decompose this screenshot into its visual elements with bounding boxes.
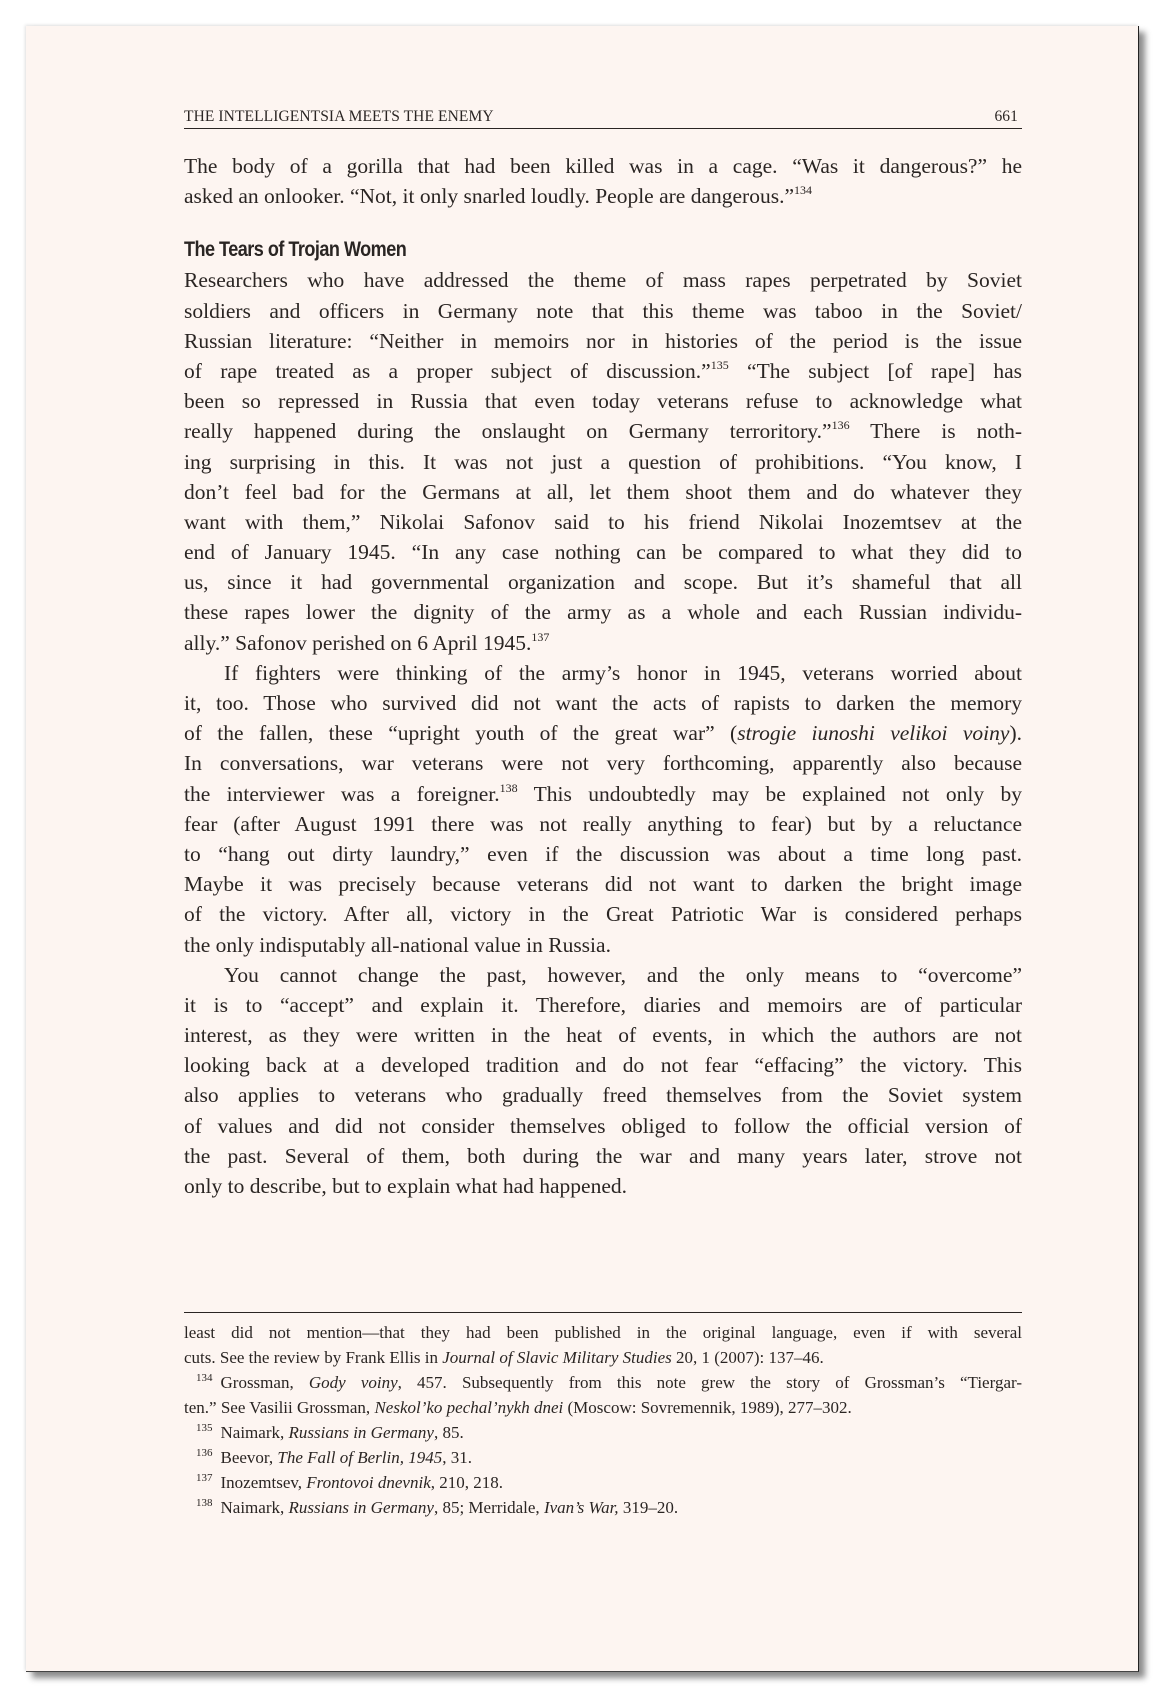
text-line	[184, 151, 1022, 181]
text-run: only to describe, but to explain what had happened.	[184, 1174, 628, 1198]
text-run: (Moscow: Sovremennik, 1989), 277–302.	[563, 1398, 852, 1417]
footnote-line	[184, 1320, 1022, 1345]
text-run: Maybe it was precisely because veterans did not want to darken the bright image	[184, 872, 1022, 897]
text-line	[184, 1171, 1022, 1201]
page-number: 661	[994, 108, 1018, 125]
paragraph	[184, 265, 1022, 657]
text-line	[184, 779, 1022, 809]
body-paragraphs	[184, 265, 1022, 1201]
footnote	[184, 1320, 1022, 1370]
text-line	[184, 181, 1022, 211]
italic-text: Neskol’ko pechal’nykh dnei	[374, 1398, 564, 1417]
text-run: us, since it had governmental organization and scope. But it’s shameful that all	[184, 570, 1022, 595]
text-run: really happened during the onslaught on Germany terroritory.”	[184, 419, 832, 444]
footnote	[184, 1495, 1022, 1520]
italic-text: Ivan’s War,	[543, 1498, 619, 1517]
text-run: been so repressed in Russia that even today veterans refuse to acknowledge what	[184, 389, 1022, 414]
text-run: ).	[1009, 721, 1022, 746]
text-line	[184, 688, 1022, 718]
text-run: of the fallen, these “upright youth of the great war” (	[184, 721, 738, 746]
text-run: This undoubtedly may be explained not only by	[517, 781, 1022, 806]
text-run: , 85.	[433, 1423, 464, 1442]
text-run: want with them,” Nikolai Safonov said to his friend Nikolai Inozemtsev at the	[184, 509, 1022, 534]
text-line	[184, 718, 1022, 748]
italic-text: Gody voiny	[308, 1373, 398, 1392]
text-run: don’t feel bad for the Germans at all, let them shoot them and do whatever they	[184, 479, 1022, 504]
paragraph	[184, 960, 1022, 1202]
text-run: the interviewer was a foreigner.	[184, 781, 500, 806]
footnote-number: 138	[196, 1497, 213, 1509]
text-run: Beevor,	[220, 1448, 278, 1467]
footnote-line	[184, 1495, 1022, 1520]
footnote-reference: 137	[531, 629, 550, 644]
footnote-reference: 135	[710, 357, 729, 372]
text-run: of rape treated as a proper subject of discussion.”	[184, 358, 711, 383]
running-head	[184, 104, 1022, 129]
footnote-line	[184, 1470, 1022, 1495]
text-run: 319–20.	[618, 1498, 679, 1517]
section-heading: The Tears of Trojan Women	[184, 238, 407, 262]
text-run: the only indisputably all-national value in Russia.	[184, 932, 611, 957]
text-run: soldiers and officers in Germany note that this theme was taboo in the Soviet/	[184, 298, 1022, 323]
book-page	[26, 26, 1139, 1672]
footnotes	[184, 1320, 1022, 1520]
text-line	[184, 265, 1022, 295]
text-line	[184, 326, 1022, 356]
text-run: Russian literature: “Neither in memoirs nor in histories of the period is the issue	[184, 328, 1022, 353]
text-line	[184, 899, 1022, 929]
text-line	[184, 567, 1022, 597]
footnote-line	[184, 1445, 1022, 1470]
text-line	[184, 507, 1022, 537]
text-run: of the victory. After all, victory in the Great Patriotic War is considered perhaps	[184, 902, 1022, 927]
footnote-reference: 134	[794, 183, 812, 198]
footnote	[184, 1470, 1022, 1495]
footnote-reference: 136	[831, 418, 850, 433]
text-run: There is noth-	[849, 419, 1022, 444]
text-line	[184, 1141, 1022, 1171]
text-run: , 210, 218.	[430, 1473, 503, 1492]
text-line	[184, 869, 1022, 899]
text-line	[184, 809, 1022, 839]
footnote-number: 135	[196, 1422, 213, 1434]
text-line	[184, 839, 1022, 869]
text-line	[184, 658, 1022, 688]
text-line	[184, 930, 1022, 960]
text-run: Inozemtsev,	[220, 1473, 307, 1492]
text-line	[184, 296, 1022, 326]
text-run: interest, as they were written in the heat of events, in which the authors are not	[184, 1023, 1022, 1048]
text-run: asked an onlooker. “Not, it only snarled loudly. People are dangerous.”	[184, 184, 794, 209]
text-line	[184, 1020, 1022, 1050]
text-run: it, too. Those who survived did not want the acts of rapists to darken the memory	[184, 691, 1022, 715]
text-run: to “hang out dirty laundry,” even if the discussion was about a time long past.	[184, 841, 1022, 866]
italic-text: Russians in Germany	[288, 1423, 434, 1442]
text-run: In conversations, war veterans were not very forthcoming, apparently also because	[184, 751, 1022, 776]
footnote-number: 134	[196, 1372, 213, 1384]
text-run: , 85; Merridale,	[433, 1498, 544, 1517]
text-run: 20, 1 (2007): 137–46.	[671, 1348, 824, 1367]
footnote	[184, 1420, 1022, 1445]
text-line	[184, 597, 1022, 627]
text-run: ally.” Safonov perished on 6 April 1945.	[184, 630, 532, 655]
text-run: these rapes lower the dignity of the army as a whole and each Russian individu-	[184, 600, 1022, 625]
footnote-line	[184, 1420, 1022, 1445]
text-line	[184, 537, 1022, 567]
running-head-title: THE INTELLIGENTSIA MEETS THE ENEMY	[184, 108, 494, 125]
text-line	[184, 960, 1022, 990]
text-run: If fighters were thinking of the army’s honor in 1945, veterans worried about	[224, 660, 1022, 685]
text-line	[184, 477, 1022, 507]
text-line	[184, 990, 1022, 1020]
text-run: cuts. See the review by Frank Ellis in	[184, 1348, 443, 1367]
text-run: Grossman,	[220, 1373, 309, 1392]
italic-text: Journal of Slavic Military Studies	[442, 1348, 672, 1367]
text-line	[184, 1050, 1022, 1080]
text-run: The body of a gorilla that had been killed was in a cage. “Was it dangerous?” he	[184, 154, 1022, 178]
footnote	[184, 1445, 1022, 1470]
text-run: of values and did not consider themselves obliged to follow the official version of	[184, 1113, 1022, 1138]
text-line	[184, 356, 1022, 386]
footnote-line	[184, 1370, 1022, 1395]
text-run: , 31.	[442, 1448, 472, 1467]
text-run: , 457. Subsequently from this note grew the story of Grossman’s “Tiergar-	[397, 1373, 1022, 1392]
italic-text: Frontovoi dnevnik	[306, 1473, 431, 1492]
italic-text: The Fall of Berlin, 1945	[277, 1448, 443, 1467]
opening-paragraph	[184, 151, 1022, 211]
text-run: it is to “accept” and explain it. Therefore, diaries and memoirs are of particular	[184, 992, 1022, 1017]
italic-text: strogie iunoshi velikoi voiny	[737, 721, 1010, 746]
text-line	[184, 1080, 1022, 1110]
text-line	[184, 628, 1022, 658]
text-run: least did not mention—that they had been published in the original language, even if with several	[184, 1323, 1022, 1342]
paragraph	[184, 658, 1022, 960]
text-run: also applies to veterans who gradually freed themselves from the Soviet system	[184, 1083, 1022, 1108]
text-line	[184, 748, 1022, 778]
text-run: looking back at a developed tradition and do not fear “effacing” the victory. This	[184, 1053, 1022, 1078]
text-run: Researchers who have addressed the theme of mass rapes perpetrated by Soviet	[184, 268, 1022, 293]
footnote-number: 137	[196, 1472, 213, 1484]
text-run: the past. Several of them, both during the war and many years later, strove not	[184, 1143, 1022, 1168]
text-run: fear (after August 1991 there was not really anything to fear) but by a reluctance	[184, 811, 1022, 836]
text-run: You cannot change the past, however, and the only means to “overcome”	[224, 962, 1022, 987]
text-line	[184, 386, 1022, 416]
footnote-number: 136	[196, 1447, 213, 1459]
text-line	[184, 447, 1022, 477]
text-run: Naimark,	[220, 1423, 289, 1442]
text-run: end of January 1945. “In any case nothing can be compared to what they did to	[184, 540, 1022, 565]
footnote	[184, 1370, 1022, 1420]
italic-text: Russians in Germany	[288, 1498, 434, 1517]
text-run: ing surprising in this. It was not just a question of prohibitions. “You know, I	[184, 449, 1022, 474]
text-run: Naimark,	[220, 1498, 289, 1517]
text-line	[184, 1111, 1022, 1141]
footnote-line	[184, 1345, 1022, 1370]
text-line	[184, 416, 1022, 446]
footnote-line	[184, 1395, 1022, 1420]
footnote-reference: 138	[499, 780, 518, 795]
text-run: “The subject [of rape] has	[728, 358, 1022, 383]
footnote-divider	[184, 1312, 1022, 1313]
text-run: ten.” See Vasilii Grossman,	[184, 1398, 375, 1417]
body-text	[184, 151, 1022, 1201]
